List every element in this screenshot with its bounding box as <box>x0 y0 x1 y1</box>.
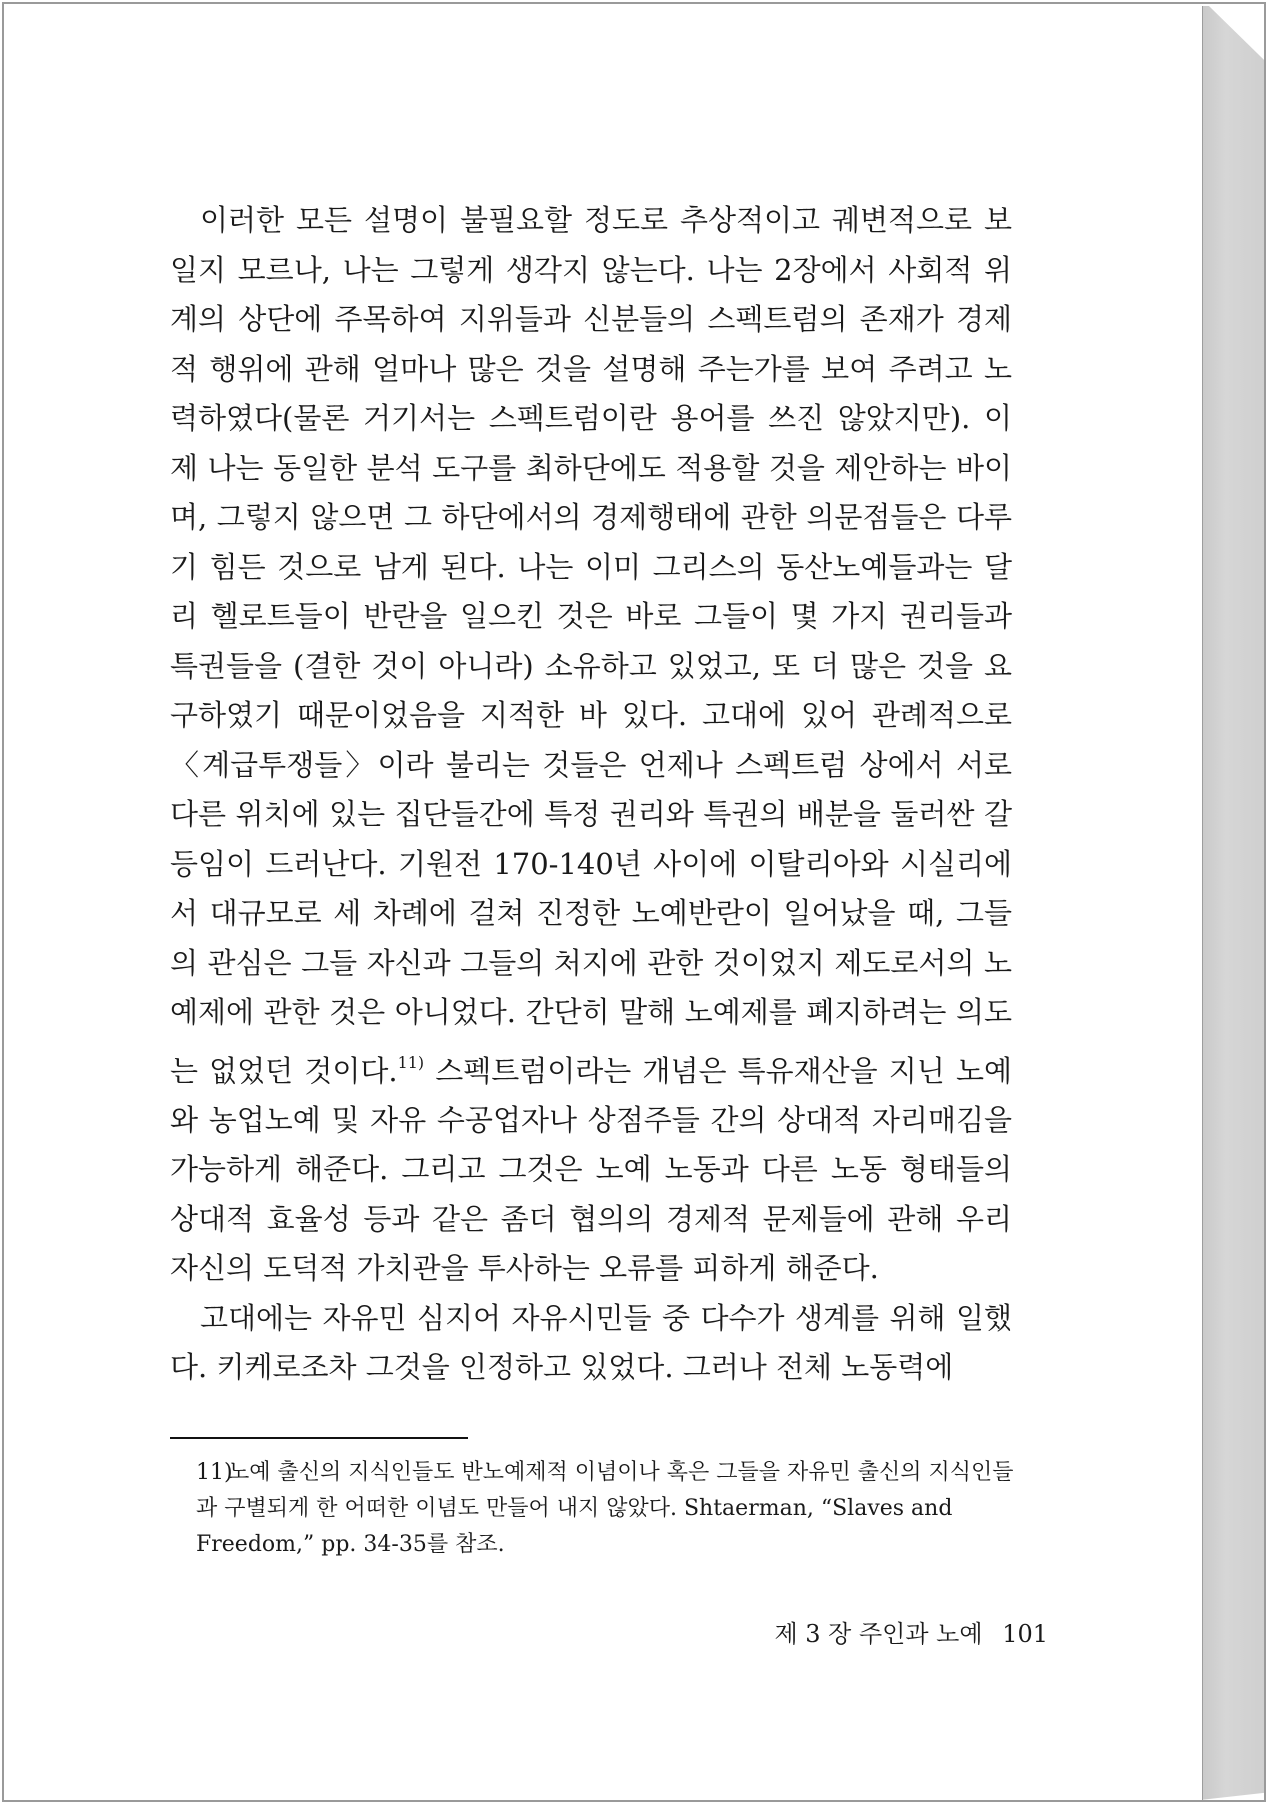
running-footer <box>762 1614 1048 1649</box>
footnote-number: 11) <box>196 1460 233 1485</box>
page-edge-shading <box>1200 6 1264 1800</box>
footnote <box>196 1455 1018 1563</box>
footnote-text: 노예 출신의 지식인들도 반노예제적 이념이나 혹은 그들을 자유민 출신의 지식인들과 구별되게 한 어떠한 이념도 만들어 내지 않았다. Shtaerman, “Slaves and Freedom,” pp. 34-35를 참조. <box>196 1460 1014 1557</box>
body-paragraph-1-text: 이러한 모든 설명이 불필요할 정도로 추상적이고 궤변적으로 보일지 모르나, 나는 그렇게 생각지 않는다. 나는 2장에서 사회적 위계의 상단에 주목하여 지위들과 신분들의 스펙트럼의 존재가 경제적 행위에 관해 얼마나 많은 것을 설명해 주는가를 보여 주려고 노력하였다(물론 거기서는 스펙트럼이란 용어를 쓰진 않았지만). 이제 나는 동일한 분석 도구를 최하단에도 적용할 것을 제안하는 바이며, 그렇지 않으면 그 하단에서의 경제행태에 관한 의문점들은 다루기 힘든 것으로 남게 된다. 나는 이미 그리스의 동산노예들과는 달리 헬로트들이 반란을 일으킨 것은 바로 그들이 몇 가지 권리들과 특권들을 (결한 것이 아니라) 소유하고 있었고, 또 더 많은 것을 요구하였기 때문이었음을 지적한 바 있다. 고대에 있어 관례적으로 〈계급투쟁들〉이라 불리는 것들은 언제나 스펙트럼 상에서 서로 다른 위치에 있는 집단들간에 특정 권리와 특권의 배분을 둘러싼 갈등임이 드러난다. 기원전 170-140년 사이에 이탈리아와 시실리에서 대규모로 세 차례에 걸쳐 진정한 노예반란이 일어났을 때, 그들의 관심은 그들 자신과 그들의 처지에 관한 것이었지 제도로서의 노예제에 관한 것은 아니었다. 간단히 말해 노예제를 폐지하려는 의도는 없었던 것이다. <box>170 203 1012 1088</box>
body-paragraph-1 <box>170 196 1012 1294</box>
footnote-divider <box>170 1437 468 1439</box>
footnote-reference[interactable]: 11) <box>397 1052 425 1072</box>
chapter-title: 제 3 장 주인과 노예 <box>774 1620 983 1648</box>
page-number: 101 <box>1002 1620 1048 1648</box>
body-paragraph-1-continuation: 스펙트럼이라는 개념은 특유재산을 지닌 노예와 농업노예 및 자유 수공업자나 상점주들 간의 상대적 자리매김을 가능하게 해준다. 그리고 그것은 노예 노동과 다른 노동 형태들의 상대적 효율성 등과 같은 좀더 협의의 경제적 문제들에 관해 우리 자신의 도덕적 가치관을 투사하는 오류를 피하게 해준다. <box>170 1053 1012 1286</box>
body-text <box>170 196 1012 1393</box>
body-paragraph-2: 고대에는 자유민 심지어 자유시민들 중 다수가 생계를 위해 일했다. 키케로조차 그것을 인정하고 있었다. 그러나 전체 노동력에 <box>170 1300 1012 1385</box>
